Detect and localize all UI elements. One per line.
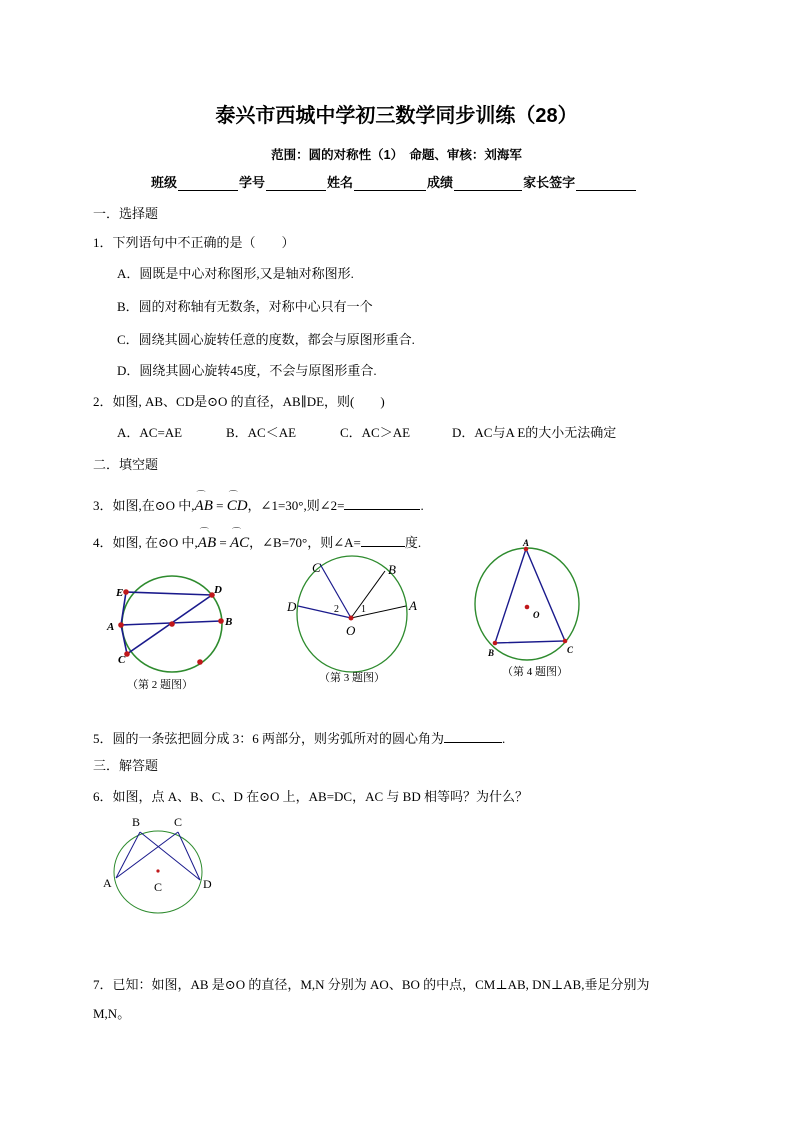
q4-end: 度. (404, 535, 422, 550)
fig4-label-b: B (488, 648, 495, 658)
fig4-circle (475, 548, 579, 660)
fig2-points (118, 589, 224, 665)
q5-text: 5．圆的一条弦把圆分成 3：6 两部分，则劣弧所对的圆心角为 (93, 731, 445, 746)
figure-q3 (286, 556, 417, 684)
field-score-label: 成绩 (427, 175, 454, 190)
fig3-angle-2: 2 (334, 604, 339, 615)
q2-option-d: D．AC与A E的大小无法确定 (452, 425, 617, 440)
q1-option-a: A．圆既是中心对称图形,又是轴对称图形. (117, 266, 354, 281)
q3-arc-ab: ⌒ AB (195, 498, 213, 514)
q4-arc-ac: ⌒ AC (230, 535, 249, 551)
page-title: 泰兴市西城中学初三数学同步训练（28） (215, 105, 578, 127)
fig6-label-d: D (203, 877, 212, 891)
q1-stem: 1．下列语句中不正确的是（ ） (93, 235, 295, 250)
q4-arc-ab: ⌒ AB (198, 535, 216, 551)
q2-option-a: A．AC=AE (117, 425, 183, 440)
q2-option-c: C．AC＞AE (340, 425, 411, 440)
fig6-label-center: C (154, 880, 163, 894)
fig3-label-o: O (346, 623, 356, 638)
q4-eq: = (216, 535, 230, 550)
q3-pre: 3．如图,在⊙O 中, (93, 498, 195, 513)
fig4-label-o: O (533, 610, 540, 620)
figure-q4 (475, 538, 579, 678)
fig2-label-e: E (116, 587, 124, 599)
fig2-label-c: C (118, 654, 126, 666)
q3-end: . (420, 498, 424, 513)
field-class-label: 班级 (151, 175, 178, 190)
fig3-label-d: D (287, 599, 297, 614)
q5-stem (93, 729, 505, 747)
section-fill: 二．填空题 (93, 457, 159, 472)
section-choice: 一．选择题 (93, 206, 159, 221)
fig6-label-a: A (103, 876, 112, 890)
fig2-label-a: A (107, 621, 115, 633)
field-name-label: 姓名 (327, 175, 354, 190)
fig3-label-b: B (388, 562, 396, 577)
q4-pre: 4．如图, 在⊙O 中, (93, 535, 198, 550)
q5-end: . (502, 731, 506, 746)
field-parent-sign-label: 家长签字 (523, 175, 576, 190)
q3-arc-cd: ⌒ CD (227, 498, 248, 514)
fig6-label-c: C (174, 815, 183, 829)
q3-eq: = (212, 498, 227, 513)
q4-post: ，∠B=70°，则∠A= (249, 535, 361, 550)
q5-answer-blank[interactable] (444, 729, 502, 743)
q2-option-b: B．AC＜AE (226, 425, 297, 440)
field-number-label: 学号 (239, 175, 266, 190)
fig4-caption: （第 4 题图） (502, 666, 568, 678)
fig3-label-c: C (312, 560, 321, 575)
fig3-center (349, 616, 354, 621)
figure-q2 (106, 576, 232, 691)
fig2-label-d: D (214, 584, 222, 596)
q1-option-c: C．圆绕其圆心旋转任意的度数，都会与原图形重合. (117, 332, 415, 347)
fig2-caption: （第 2 题图） (127, 679, 193, 691)
fig6-label-b: B (132, 815, 141, 829)
fig3-caption: （第 3 题图） (319, 672, 385, 684)
q7-line1: 7．已知：如图，AB 是⊙O 的直径，M,N 分别为 AO、BO 的中点，CM⊥AB, DN⊥AB,垂足分别为 (93, 977, 650, 992)
page-subtitle: 范围：圆的对称性（1） 命题、审核：刘海军 (271, 148, 522, 162)
q1-option-d: D．圆绕其圆心旋转45度，不会与原图形重合. (117, 363, 377, 378)
fig3-label-a: A (409, 598, 417, 613)
q3-post: ，∠1=30°,则∠2= (247, 498, 345, 513)
q7-line2: M,N。 (93, 1006, 131, 1021)
fig4-label-c: C (567, 645, 574, 655)
fig2-label-b: B (225, 616, 233, 628)
fig4-label-a: A (523, 538, 530, 548)
figure-q6 (103, 815, 212, 913)
section-solve: 三．解答题 (93, 758, 159, 773)
fig4-triangle (495, 549, 565, 643)
fig3-angle-1: 1 (361, 604, 366, 615)
q2-stem: 2．如图, AB、CD是⊙O 的直径，AB∥DE，则( ) (93, 394, 385, 409)
q6-stem: 6．如图，点 A、B、C、D 在⊙O 上，AB=DC，AC 与 BD 相等吗？为什么？ (93, 789, 528, 804)
q1-option-b: B．圆的对称轴有无数条，对称中心只有一个 (117, 299, 373, 314)
